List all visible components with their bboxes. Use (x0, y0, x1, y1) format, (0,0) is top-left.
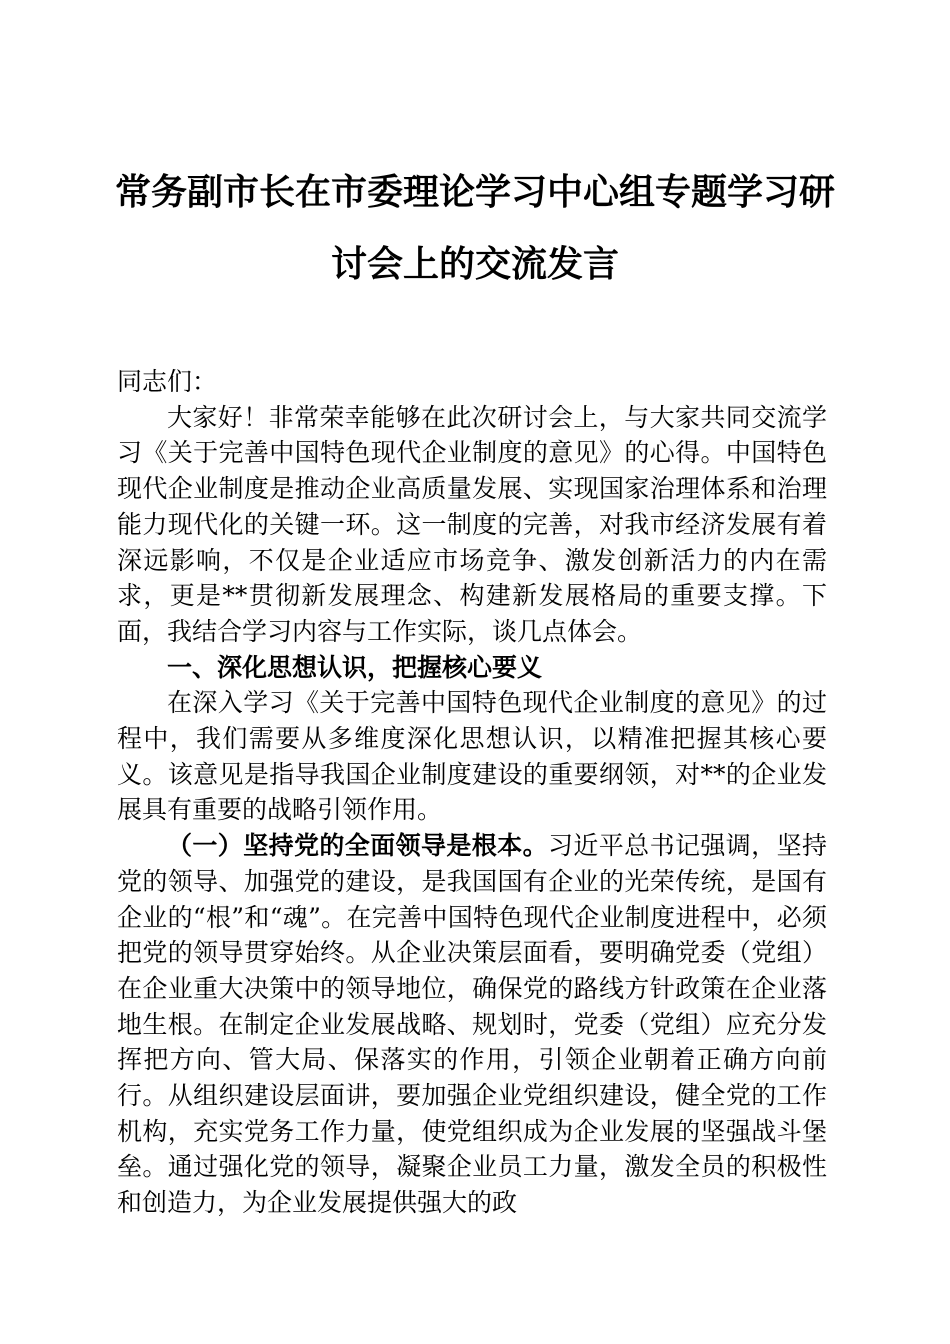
salutation: 同志们： (117, 367, 218, 396)
section-1-heading: 一、深化思想认识，把握核心要义 (167, 652, 543, 682)
document-body (117, 364, 827, 1221)
document-title-line-2: 讨会上的交流发言 (330, 243, 619, 285)
document-title-line-1: 常务副市长在市委理论学习中心组专题学习研 (114, 171, 835, 213)
subsection-1-lead: （一）坚持党的全面领导是根本。 (167, 831, 548, 861)
section-1-paragraph: 在深入学习《关于完善中国特色现代企业制度的意见》的过程中，我们需要从多维度深化思想认识，以精准把握其核心要义。该意见是指导我国企业制度建设的重要纲领，对**的企业发展具有重要的战略引领作用。 (117, 688, 827, 825)
subsection-1-text: 习近平总书记强调，坚持党的领导、加强党的建设，是我国国有企业的光荣传统，是国有企业的“根”和“魂”。在完善中国特色现代企业制度进程中，必须把党的领导贯穿始终。从企业决策层面看，要明确党委（党组）在企业重大决策中的领导地位，确保党的路线方针政策在企业落地生根。在制定企业发展战略、规划时，党委（党组）应充分发挥把方向、管大局、保落实的作用，引领企业朝着正确方向前行。从组织建设层面讲，要加强企业党组织建设，健全党的工作机构，充实党务工作力量，使党组织成为企业发展的坚强战斗堡垒。通过强化党的领导，凝聚企业员工力量，激发全员的积极性和创造力，为企业发展提供强大的政 (117, 831, 827, 1218)
intro-paragraph: 大家好！非常荣幸能够在此次研讨会上，与大家共同交流学习《关于完善中国特色现代企业制度的意见》的心得。中国特色现代企业制度是推动企业高质量发展、实现国家治理体系和治理能力现代化的关键一环。这一制度的完善，对我市经济发展有着深远影响，不仅是企业适应市场竞争、激发创新活力的内在需求，更是**贯彻新发展理念、构建新发展格局的重要支撑。下面，我结合学习内容与工作实际，谈几点体会。 (117, 402, 827, 646)
subsection-1-paragraph (117, 828, 827, 1221)
